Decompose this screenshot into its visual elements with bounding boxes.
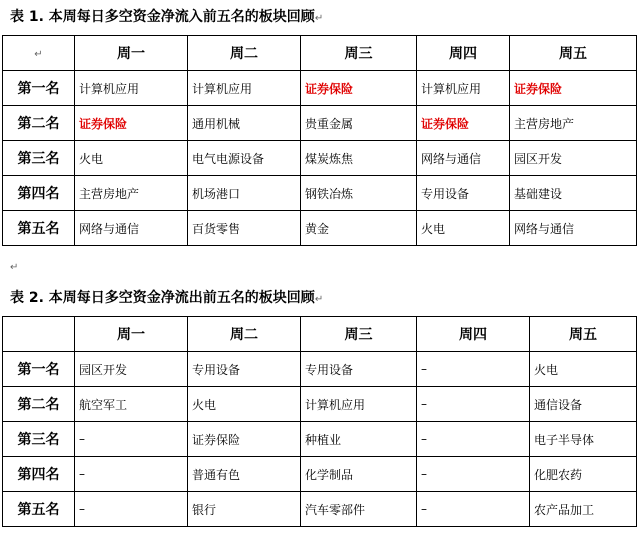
table-row — [3, 141, 637, 176]
table-row — [3, 176, 637, 211]
sector-cell: 种植业 — [301, 422, 417, 457]
sector-cell: 贵重金属 — [301, 106, 417, 141]
sector-cell: 园区开发 — [75, 352, 188, 387]
sector-cell: 网络与通信 — [510, 211, 637, 246]
table-header-row — [3, 36, 637, 71]
sector-cell: 电气电源设备 — [188, 141, 301, 176]
sector-cell: 计算机应用 — [75, 71, 188, 106]
header-cell: 周三 — [301, 36, 417, 71]
table2-caption — [10, 289, 323, 309]
table1-caption-text: 表 1. 本周每日多空资金净流入前五名的板块回顾 — [10, 9, 315, 25]
sector-cell: 火电 — [75, 141, 188, 176]
sector-cell: 网络与通信 — [417, 141, 510, 176]
header-cell: 周五 — [510, 36, 637, 71]
sector-cell: 机场港口 — [188, 176, 301, 211]
table-row — [3, 71, 637, 106]
sector-cell: 专用设备 — [417, 176, 510, 211]
sector-cell: 汽车零部件 — [301, 492, 417, 527]
sector-cell: – — [417, 492, 530, 527]
sector-cell-highlighted: 证券保险 — [301, 71, 417, 106]
header-cell: 周二 — [188, 36, 301, 71]
sector-cell-highlighted: 证券保险 — [417, 106, 510, 141]
sector-cell: 百货零售 — [188, 211, 301, 246]
paragraph-mark: ↵ — [34, 49, 43, 60]
table-row — [3, 492, 637, 527]
rank-label: 第三名 — [3, 422, 75, 457]
sector-cell: 航空军工 — [75, 387, 188, 422]
sector-cell: 火电 — [530, 352, 637, 387]
paragraph-mark: ↵ — [314, 13, 324, 24]
sector-cell-highlighted: 证券保险 — [75, 106, 188, 141]
table-row — [3, 211, 637, 246]
inflow-table — [2, 35, 637, 246]
sector-cell: 火电 — [417, 211, 510, 246]
sector-cell: 火电 — [188, 387, 301, 422]
header-cell: 周五 — [530, 317, 637, 352]
rank-label: 第二名 — [3, 106, 75, 141]
sector-cell: 化学制品 — [301, 457, 417, 492]
sector-cell: 银行 — [188, 492, 301, 527]
sector-cell-highlighted: 证券保险 — [510, 71, 637, 106]
sector-cell: 计算机应用 — [417, 71, 510, 106]
sector-cell: – — [417, 352, 530, 387]
table-row — [3, 352, 637, 387]
header-cell: 周一 — [75, 36, 188, 71]
table-row — [3, 106, 637, 141]
sector-cell: 专用设备 — [188, 352, 301, 387]
sector-cell: 通信设备 — [530, 387, 637, 422]
sector-cell: 证券保险 — [188, 422, 301, 457]
sector-cell: 计算机应用 — [188, 71, 301, 106]
sector-cell: 主营房地产 — [75, 176, 188, 211]
paragraph-mark: ↵ — [314, 294, 324, 305]
table-row — [3, 422, 637, 457]
rank-label: 第五名 — [3, 492, 75, 527]
corner-cell — [3, 317, 75, 352]
table-header-row — [3, 317, 637, 352]
table-row — [3, 457, 637, 492]
sector-cell: – — [417, 387, 530, 422]
rank-label: 第一名 — [3, 71, 75, 106]
sector-cell: – — [417, 457, 530, 492]
sector-cell: 化肥农药 — [530, 457, 637, 492]
sector-cell: 钢铁冶炼 — [301, 176, 417, 211]
sector-cell: 电子半导体 — [530, 422, 637, 457]
sector-cell: 计算机应用 — [301, 387, 417, 422]
sector-cell: 园区开发 — [510, 141, 637, 176]
sector-cell: 基础建设 — [510, 176, 637, 211]
header-cell: 周二 — [188, 317, 301, 352]
sector-cell: – — [75, 457, 188, 492]
header-cell: 周四 — [417, 36, 510, 71]
header-cell: 周四 — [417, 317, 530, 352]
corner-cell — [3, 36, 75, 71]
sector-cell: 主营房地产 — [510, 106, 637, 141]
sector-cell: – — [75, 492, 188, 527]
rank-label: 第五名 — [3, 211, 75, 246]
sector-cell: 普通有色 — [188, 457, 301, 492]
sector-cell: – — [417, 422, 530, 457]
paragraph-mark: ↵ — [10, 262, 19, 273]
sector-cell: – — [75, 422, 188, 457]
sector-cell: 专用设备 — [301, 352, 417, 387]
sector-cell: 煤炭炼焦 — [301, 141, 417, 176]
sector-cell: 网络与通信 — [75, 211, 188, 246]
sector-cell: 黄金 — [301, 211, 417, 246]
rank-label: 第一名 — [3, 352, 75, 387]
table-row — [3, 387, 637, 422]
sector-cell: 通用机械 — [188, 106, 301, 141]
table1-caption — [10, 8, 323, 28]
table2-caption-text: 表 2. 本周每日多空资金净流出前五名的板块回顾 — [10, 290, 315, 306]
header-cell: 周一 — [75, 317, 188, 352]
rank-label: 第四名 — [3, 176, 75, 211]
header-cell: 周三 — [301, 317, 417, 352]
rank-label: 第三名 — [3, 141, 75, 176]
rank-label: 第四名 — [3, 457, 75, 492]
sector-cell: 农产品加工 — [530, 492, 637, 527]
outflow-table — [2, 316, 637, 527]
rank-label: 第二名 — [3, 387, 75, 422]
